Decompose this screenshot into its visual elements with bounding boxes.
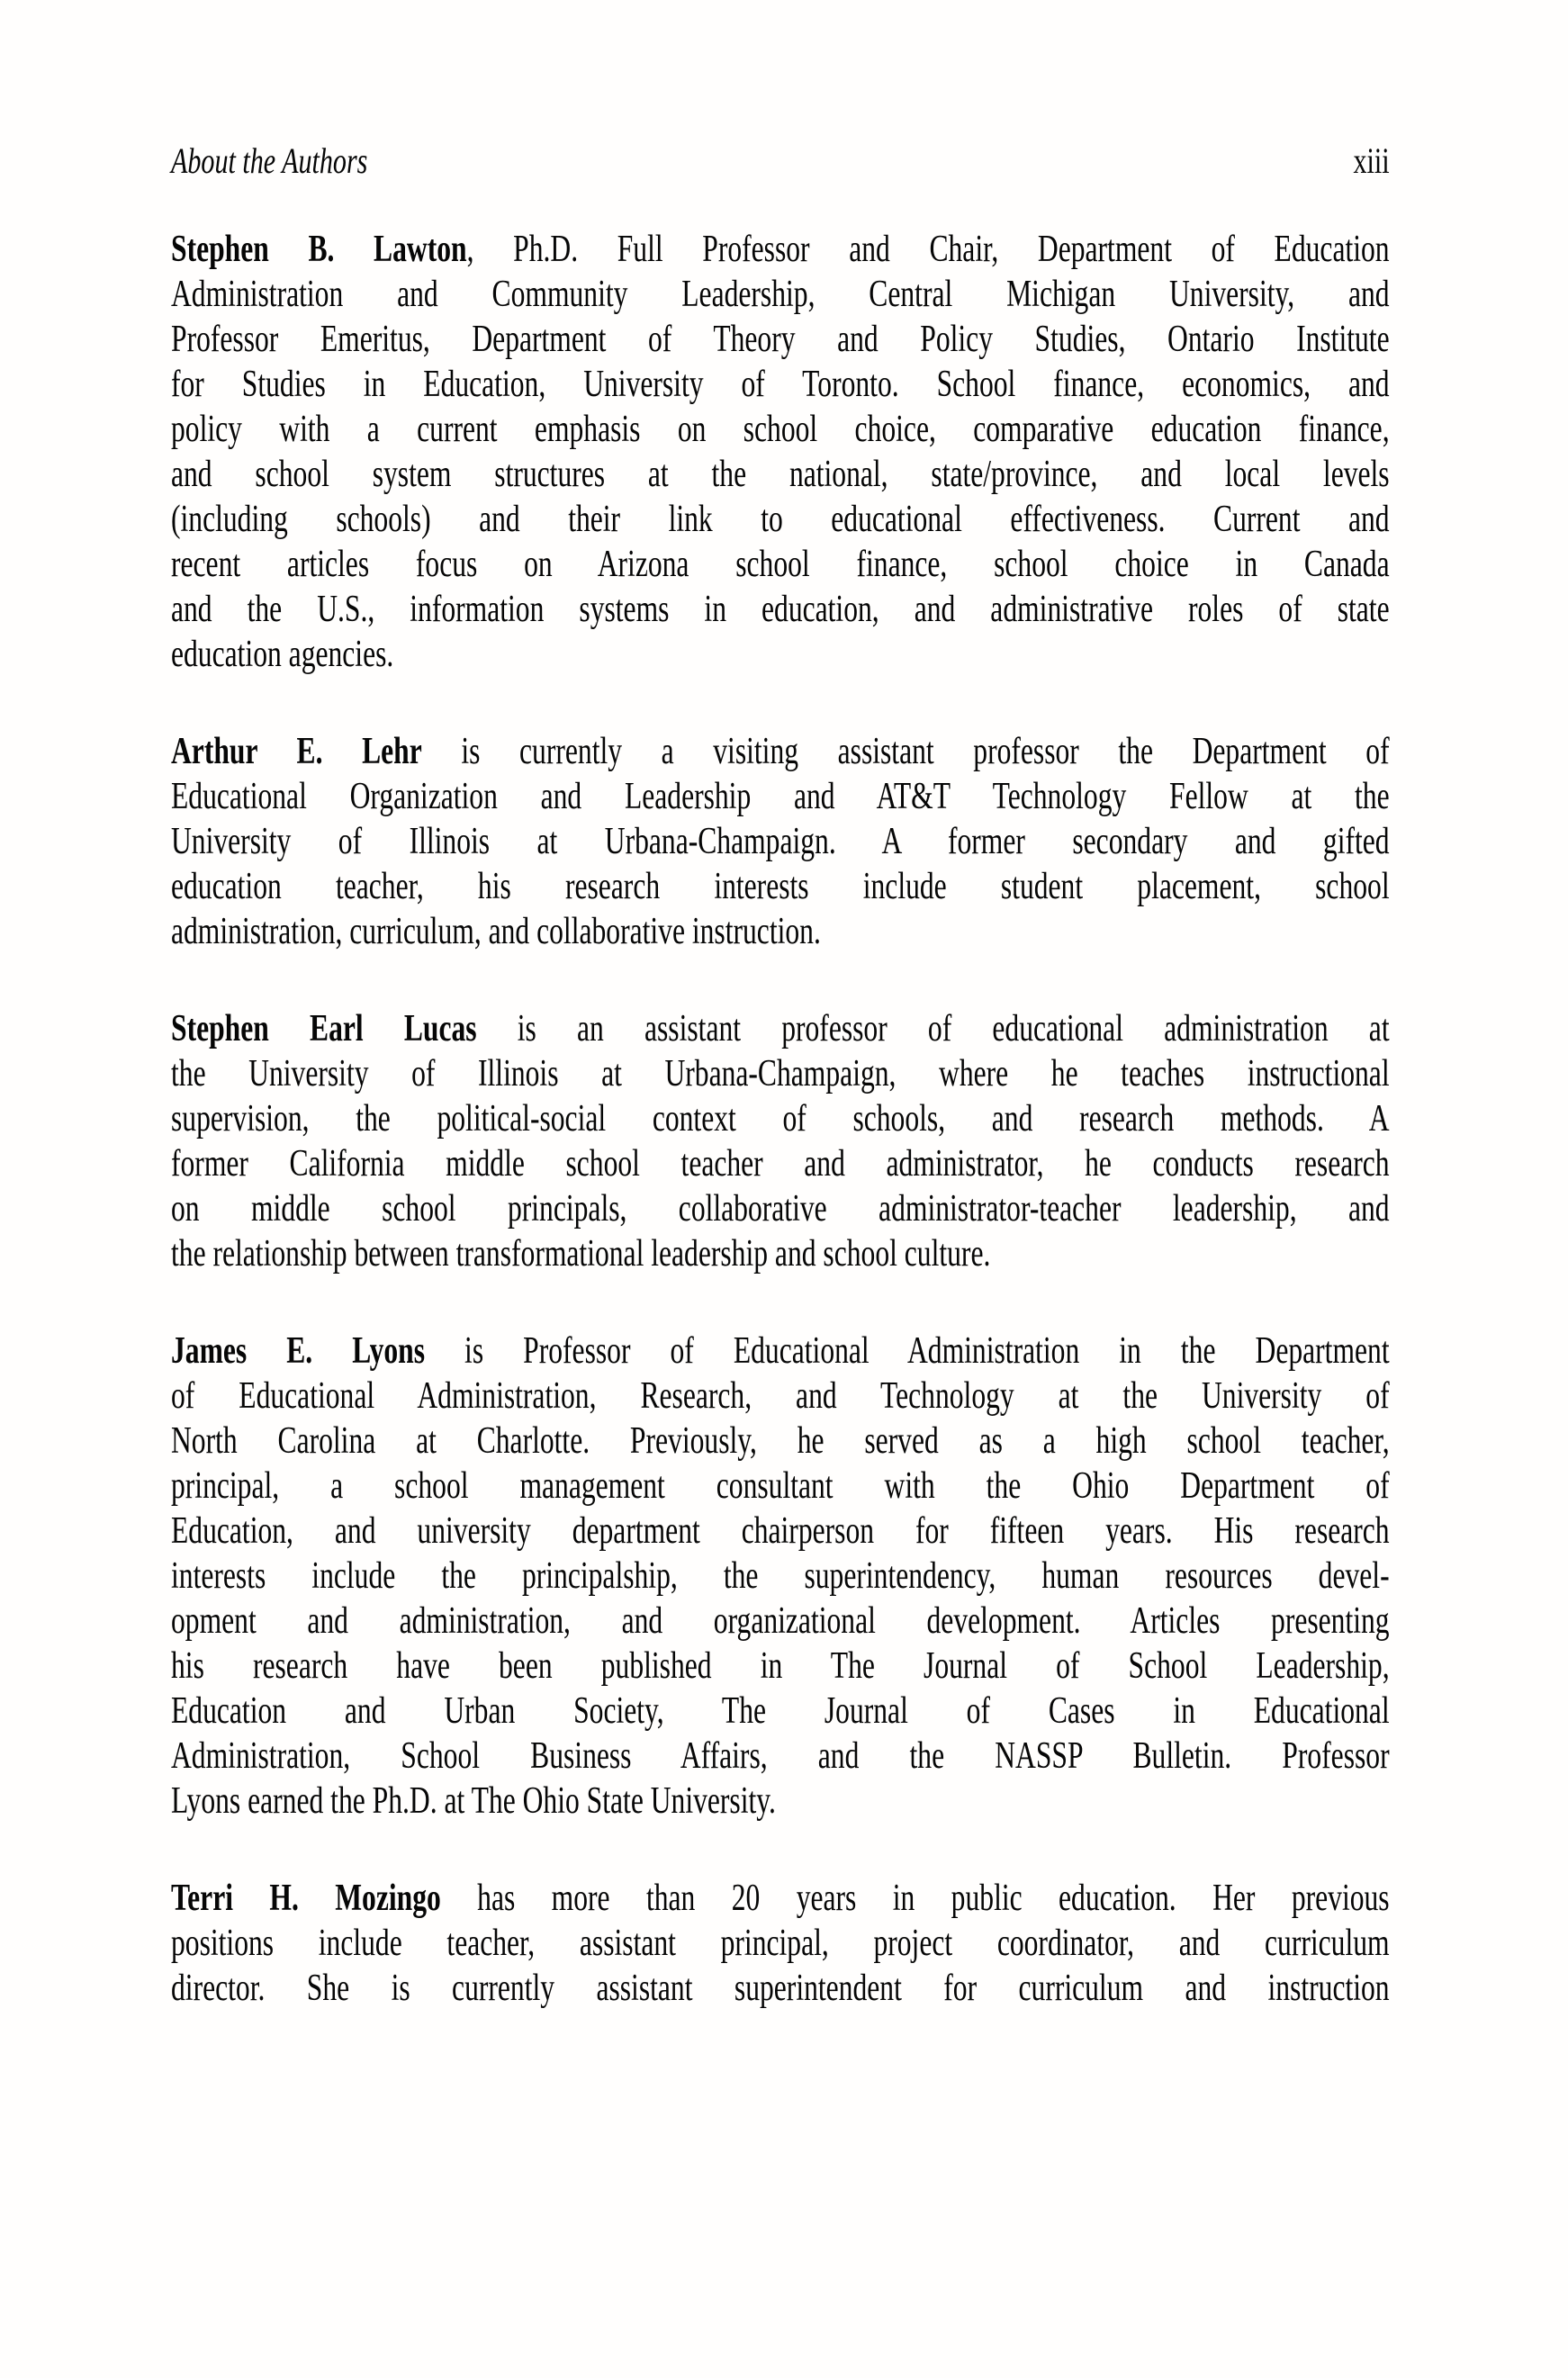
bio-line-text: has more than 20 years in public education. Her previous [440,1878,1390,1919]
bio-line: and the U.S., information systems in education, and administrative roles of state [171,589,1390,630]
bio-line: opment and administration, and organizational development. Articles presenting [171,1600,1390,1642]
bio-line [171,227,1390,272]
author-bio-paragraph [171,1876,1390,2011]
bio-line: administration, curriculum, and collaborative instruction. [171,911,821,952]
bio-line-text: is currently a visiting assistant professor the Department of [421,731,1390,772]
bio-line: Professor Emeritus, Department of Theory and Policy Studies, Ontario Institute [171,319,1390,360]
bio-line: education agencies. [171,634,394,675]
bio-line: and school system structures at the national, state/province, and local levels [171,454,1390,495]
bio-line [171,1876,1390,1921]
author-bio-paragraph [171,729,1390,954]
bio-line: Education and Urban Society, The Journal of Cases in Educational [171,1690,1390,1732]
bio-line: on middle school principals, collaborative administrator-teacher leadership, and [171,1188,1390,1230]
author-bio-paragraph [171,1329,1390,1824]
bio-line: (including schools) and their link to educational effectiveness. Current and [171,499,1390,540]
bio-line: director. She is currently assistant superintendent for curriculum and instruction [171,1968,1390,2009]
running-title: About the Authors [171,140,368,181]
author-name: Arthur E. Lehr [171,731,422,772]
bio-line [171,729,1390,774]
author-bio-paragraph [171,1006,1390,1276]
bio-line: University of Illinois at Urbana-Champaign. A former secondary and gifted [171,821,1390,862]
bio-line: policy with a current emphasis on school choice, comparative education finance, [171,409,1390,450]
bio-line: former California middle school teacher and administrator, he conducts research [171,1143,1390,1184]
bio-line: Lyons earned the Ph.D. at The Ohio State University. [171,1780,776,1822]
bio-line: Education, and university department chairperson for fifteen years. His research [171,1510,1390,1552]
bio-line: Administration, School Business Affairs, and the NASSP Bulletin. Professor [171,1735,1390,1777]
bio-line: interests include the principalship, the superintendency, human resources devel- [171,1555,1390,1597]
bio-line: the relationship between transformational leadership and school culture. [171,1233,991,1275]
author-name: Stephen Earl Lucas [171,1008,477,1049]
bio-line: Administration and Community Leadership, Central Michigan University, and [171,274,1390,315]
author-bios [171,227,1390,2011]
bio-line-text: , Ph.D. Full Professor and Chair, Department of Education [466,229,1390,270]
bio-line: recent articles focus on Arizona school finance, school choice in Canada [171,544,1390,585]
bio-line: of Educational Administration, Research, and Technology at the University of [171,1375,1390,1417]
author-name: Stephen B. Lawton [171,229,467,270]
bio-line: the University of Illinois at Urbana-Champaign, where he teaches instructional [171,1053,1390,1094]
page-number: xiii [1353,140,1390,181]
text-column [171,140,1390,2063]
author-name: James E. Lyons [171,1330,426,1372]
bio-line: education teacher, his research interests include student placement, school [171,866,1390,907]
bio-line [171,1006,1390,1051]
bio-line: principal, a school management consultant with the Ohio Department of [171,1465,1390,1507]
bio-line [171,1329,1390,1374]
author-name: Terri H. Mozingo [171,1878,441,1919]
author-bio-paragraph [171,227,1390,677]
bio-line: for Studies in Education, University of Toronto. School finance, economics, and [171,364,1390,405]
bio-line: North Carolina at Charlotte. Previously, he served as a high school teacher, [171,1420,1390,1462]
bio-line: positions include teacher, assistant principal, project coordinator, and curriculum [171,1923,1390,1964]
page-header [171,140,1390,182]
bio-line-text: is an assistant professor of educational administration at [476,1008,1390,1049]
bio-line: supervision, the political-social context of schools, and research methods. A [171,1098,1390,1139]
bio-line: Educational Organization and Leadership and AT&T Technology Fellow at the [171,776,1390,817]
bio-line-text: is Professor of Educational Administration in the Department [425,1330,1390,1372]
bio-line: his research have been published in The Journal of School Leadership, [171,1645,1390,1687]
